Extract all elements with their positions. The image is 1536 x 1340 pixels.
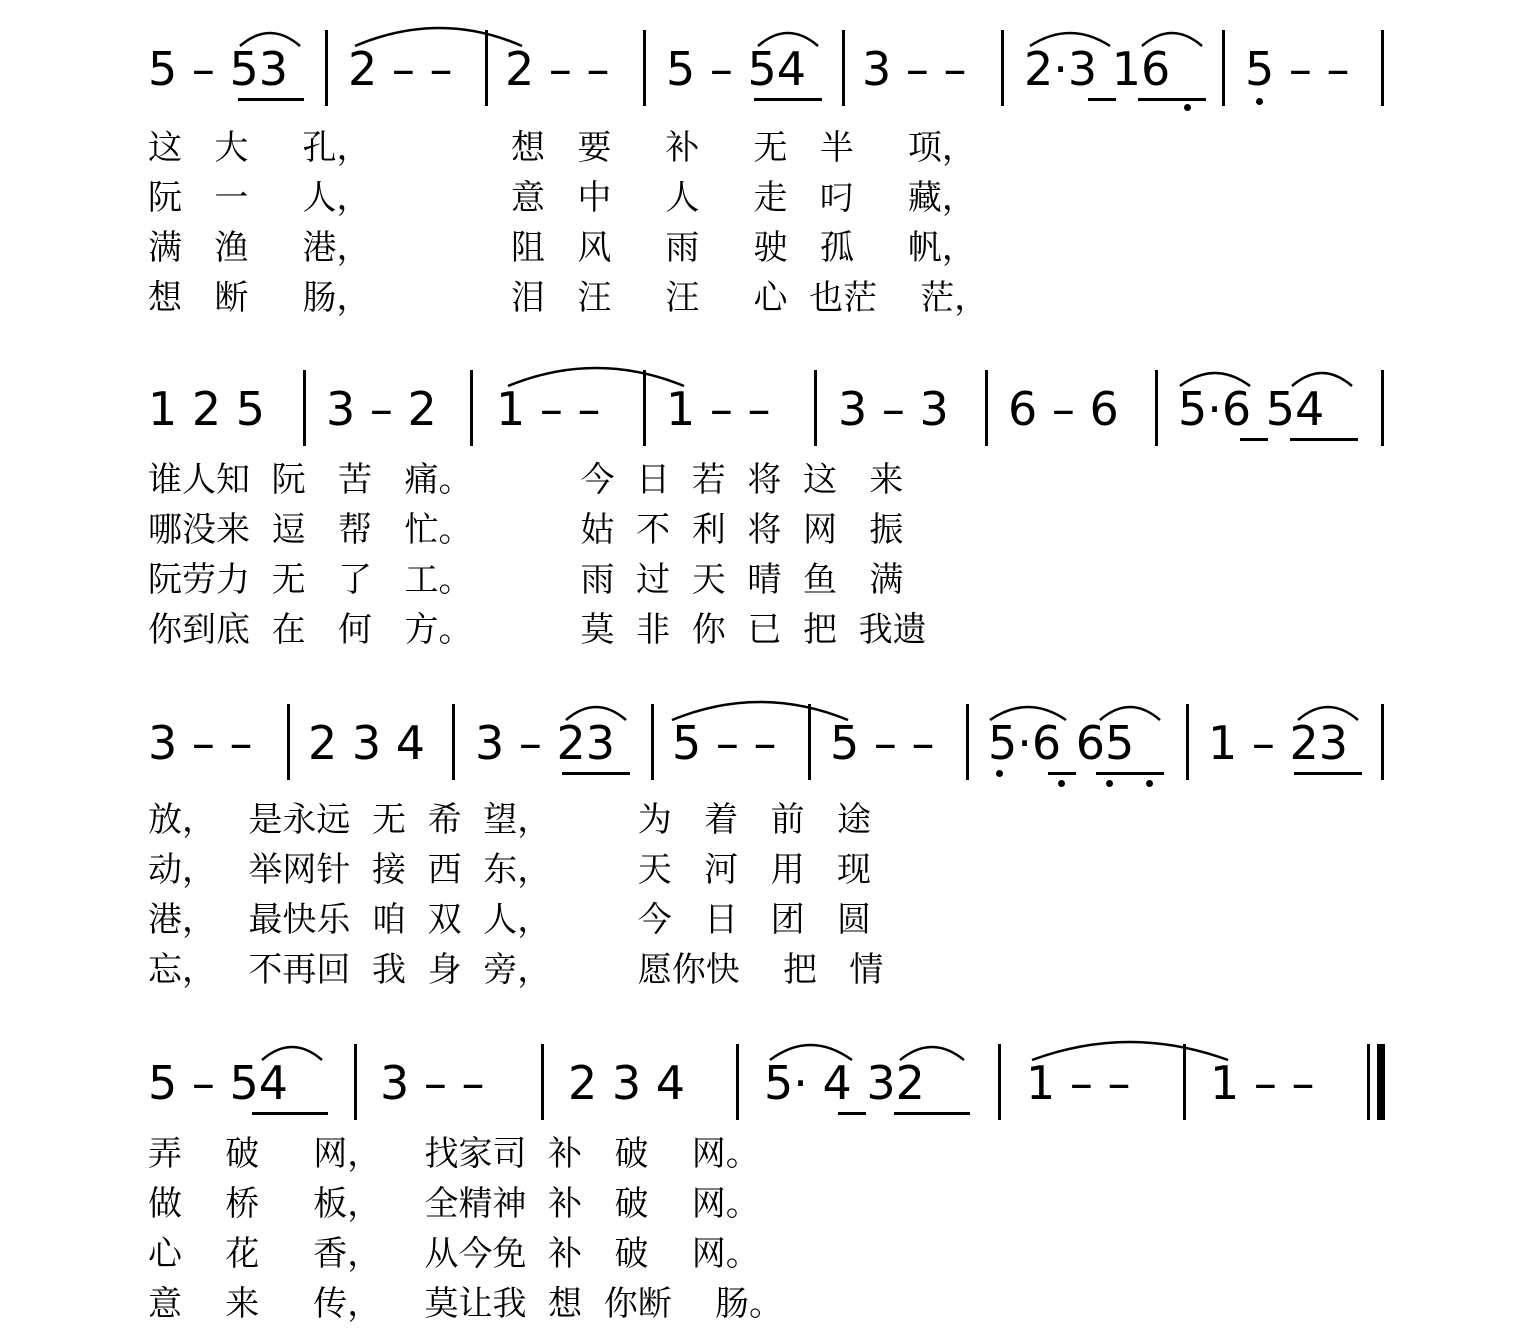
lyric-line-2: 动， 举网针 接 西 东， 天 河 用 现 (148, 850, 871, 890)
measure-1: 5 – 53 (148, 42, 289, 96)
underline (1088, 98, 1116, 101)
underline (1290, 438, 1358, 441)
lyric-line-1: 弄 破 网， 找家司 补 破 网。 (148, 1134, 760, 1174)
barline (325, 30, 328, 106)
barline (966, 704, 969, 780)
notation-row (0, 1032, 1536, 1142)
underline (252, 1112, 328, 1115)
lyric-line-1: 放， 是永远 无 希 望， 为 着 前 途 (148, 800, 871, 840)
barline (541, 1044, 544, 1120)
measure-2: 3 – 2 (326, 382, 437, 436)
barline (1381, 704, 1384, 780)
lyric-line-1: 谁人知 阮 苦 痛。 今 日 若 将 这 来 (148, 460, 904, 500)
barline (1155, 370, 1158, 446)
barline (985, 370, 988, 446)
lyric-line-2: 做 桥 板， 全精神 补 破 网。 (148, 1184, 760, 1224)
underline (1096, 772, 1164, 775)
barline (1186, 704, 1189, 780)
lyric-line-1: 这 大 孔， 想 要 补 无 半 项， (148, 128, 976, 168)
low-octave-dot (996, 770, 1003, 777)
barline (998, 1044, 1001, 1120)
barline (303, 370, 306, 446)
low-octave-dot (1058, 780, 1065, 787)
measure-3: 2 – – (505, 42, 610, 96)
lyric-line-3: 心 花 香， 从今免 补 破 网。 (148, 1234, 760, 1274)
barline (470, 370, 473, 446)
barline (1381, 30, 1384, 106)
barline (1222, 30, 1225, 106)
measure-4: 5· 4 32 (764, 1056, 925, 1110)
lyric-line-4: 你到底 在 何 方。 莫 非 你 已 把 我遗 (148, 610, 927, 650)
measure-3: 2 3 4 (568, 1056, 686, 1110)
measure-1: 5 – 54 (148, 1056, 289, 1110)
measure-3: 3 – 23 (475, 716, 616, 770)
measure-7: 5·6 54 (1178, 382, 1325, 436)
measure-6: 1 – – (1210, 1056, 1315, 1110)
measure-6: 6 – 6 (1008, 382, 1119, 436)
lyric-line-3: 阮劳力 无 了 工。 雨 过 天 晴 鱼 满 (148, 560, 904, 600)
lyric-line-4: 想 断 肠， 泪 汪 汪 心 也茫 茫， (148, 278, 989, 318)
underline (1048, 772, 1076, 775)
measure-4: 1 – – (666, 382, 771, 436)
measure-7: 5 – – (1245, 42, 1350, 96)
lyric-line-4: 忘， 不再回 我 身 旁， 愿你快 把 情 (148, 950, 884, 990)
measure-5: 1 – – (1026, 1056, 1131, 1110)
barline (643, 30, 646, 106)
measure-7: 1 – 23 (1208, 716, 1349, 770)
lyric-line-3: 港， 最快乐 咱 双 人， 今 日 团 圆 (148, 900, 871, 940)
measure-6: 5·6 65 (988, 716, 1135, 770)
measure-5: 5 – – (830, 716, 935, 770)
barline (651, 704, 654, 780)
measure-3: 1 – – (496, 382, 601, 436)
underline (238, 98, 304, 101)
underline (1138, 98, 1206, 101)
final-barline-thick (1377, 1044, 1385, 1120)
lyric-line-4: 意 来 传， 莫让我 想 你断 肠。 (148, 1284, 783, 1324)
measure-4: 5 – – (672, 716, 777, 770)
barline (643, 370, 646, 446)
measure-1: 1 2 5 (148, 382, 266, 436)
barline (485, 30, 488, 106)
barline (1381, 370, 1384, 446)
lyric-line-2: 阮 一 人， 意 中 人 走 叼 藏， (148, 178, 976, 218)
underline (1294, 772, 1362, 775)
barline (814, 370, 817, 446)
barline (1183, 1044, 1186, 1120)
notation-row (0, 18, 1536, 128)
measure-2: 3 – – (380, 1056, 485, 1110)
underline (894, 1112, 970, 1115)
barline (1001, 30, 1004, 106)
measure-5: 3 – 3 (838, 382, 949, 436)
barline (842, 30, 845, 106)
measure-2: 2 – – (348, 42, 453, 96)
final-barline-thin (1367, 1044, 1370, 1120)
measure-2: 2 3 4 (308, 716, 426, 770)
underline (562, 772, 630, 775)
notation-row (0, 692, 1536, 802)
barline (736, 1044, 739, 1120)
barline (808, 704, 811, 780)
low-octave-dot (1256, 98, 1263, 105)
underline (838, 1112, 866, 1115)
measure-4: 5 – 54 (666, 42, 807, 96)
notation-row (0, 358, 1536, 468)
measure-1: 3 – – (148, 716, 253, 770)
barline (354, 1044, 357, 1120)
measure-5: 3 – – (862, 42, 967, 96)
barline (452, 704, 455, 780)
lyric-line-3: 满 渔 港， 阻 风 雨 驶 孤 帆， (148, 228, 976, 268)
underline (1240, 438, 1268, 441)
barline (287, 704, 290, 780)
low-octave-dot (1146, 780, 1153, 787)
low-octave-dot (1106, 780, 1113, 787)
lyric-line-2: 哪没来 逗 帮 忙。 姑 不 利 将 网 振 (148, 510, 904, 550)
measure-6: 2·3 16 (1024, 42, 1171, 96)
low-octave-dot (1184, 104, 1191, 111)
underline (754, 98, 822, 101)
